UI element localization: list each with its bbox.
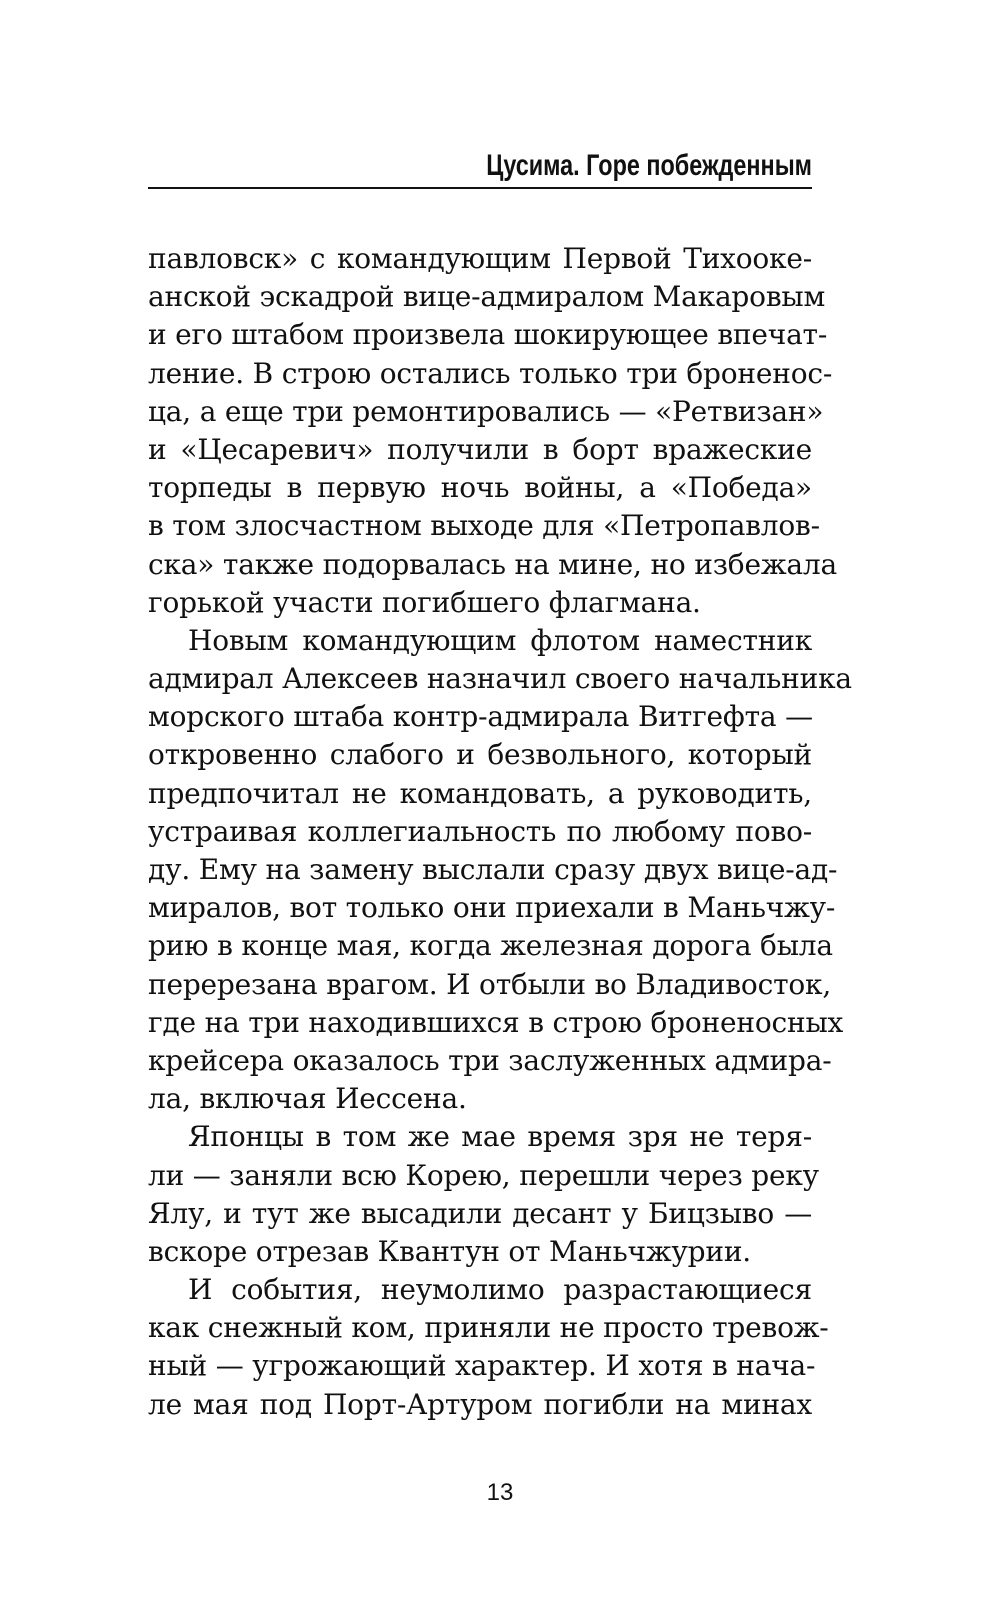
text-line: откровенно слабого и безвольного, который	[148, 738, 812, 772]
page-number: 13	[486, 1479, 514, 1506]
text-line: и его штабом произвела шокирующее впечат-	[148, 318, 828, 352]
text-line: ска» также подорвалась на мине, но избежала	[148, 547, 837, 581]
text-line: павловск» с командующим Первой Тихооке-	[148, 242, 812, 275]
text-line: устраивая коллегиальность по любому пово-	[148, 814, 812, 848]
text-line: ный — угрожающий характер. И хотя в нача-	[148, 1349, 816, 1383]
text-line: как снежный ком, приняли не просто тревож-	[148, 1311, 829, 1345]
text-line: вскоре отрезав Квантун от Маньчжурии.	[148, 1234, 751, 1268]
text-line: морского штаба контр-адмирала Витгефта —	[148, 700, 813, 734]
text-line: крейсера оказалось три заслуженных адмира-	[148, 1043, 832, 1077]
text-line: анской эскадрой вице-адмиралом Макаровым	[148, 280, 826, 314]
page-body	[148, 240, 852, 1424]
text-line: горькой участи погибшего флагмана.	[148, 585, 701, 619]
text-line: ца, а еще три ремонтировались — «Ретвизан»	[148, 394, 824, 428]
text-line: Новым командующим флотом наместник	[188, 623, 812, 657]
text-line: предпочитал не командовать, а руководить,	[148, 776, 812, 810]
text-line: рию в конце мая, когда железная дорога была	[148, 929, 833, 963]
text-line: в том злосчастном выходе для «Петропавлов-	[148, 509, 820, 543]
text-line: Японцы в том же мае время зря не теря-	[188, 1120, 812, 1154]
text-line: Ялу, и тут же высадили десант у Бицзыво —	[148, 1196, 812, 1230]
running-head-title: Цусима. Горе побежденным	[486, 149, 812, 182]
text-line: ли — заняли всю Корею, перешли через реку	[148, 1158, 819, 1192]
text-line: где на три находившихся в строю броненосных	[148, 1005, 844, 1039]
text-line: перерезана врагом. И отбыли во Владивосток,	[148, 967, 832, 1001]
text-line: торпеды в первую ночь войны, а «Победа»	[148, 471, 812, 505]
text-line: ду. Ему на замену выслали сразу двух вице-ад-	[148, 853, 838, 886]
text-line: миралов, вот только они приехали в Маньчжу-	[148, 891, 836, 925]
text-line: ле мая под Порт-Артуром погибли на минах	[148, 1387, 812, 1421]
text-line: И события, неумолимо разрастающиеся	[188, 1273, 812, 1307]
text-line: ла, включая Иессена.	[148, 1082, 467, 1116]
text-line: ление. В строю остались только три броненос-	[148, 356, 833, 390]
text-line: адмирал Алексеев назначил своего начальника	[148, 662, 852, 696]
header-rule	[148, 187, 812, 189]
text-line: и «Цесаревич» получили в борт вражеские	[148, 432, 812, 466]
